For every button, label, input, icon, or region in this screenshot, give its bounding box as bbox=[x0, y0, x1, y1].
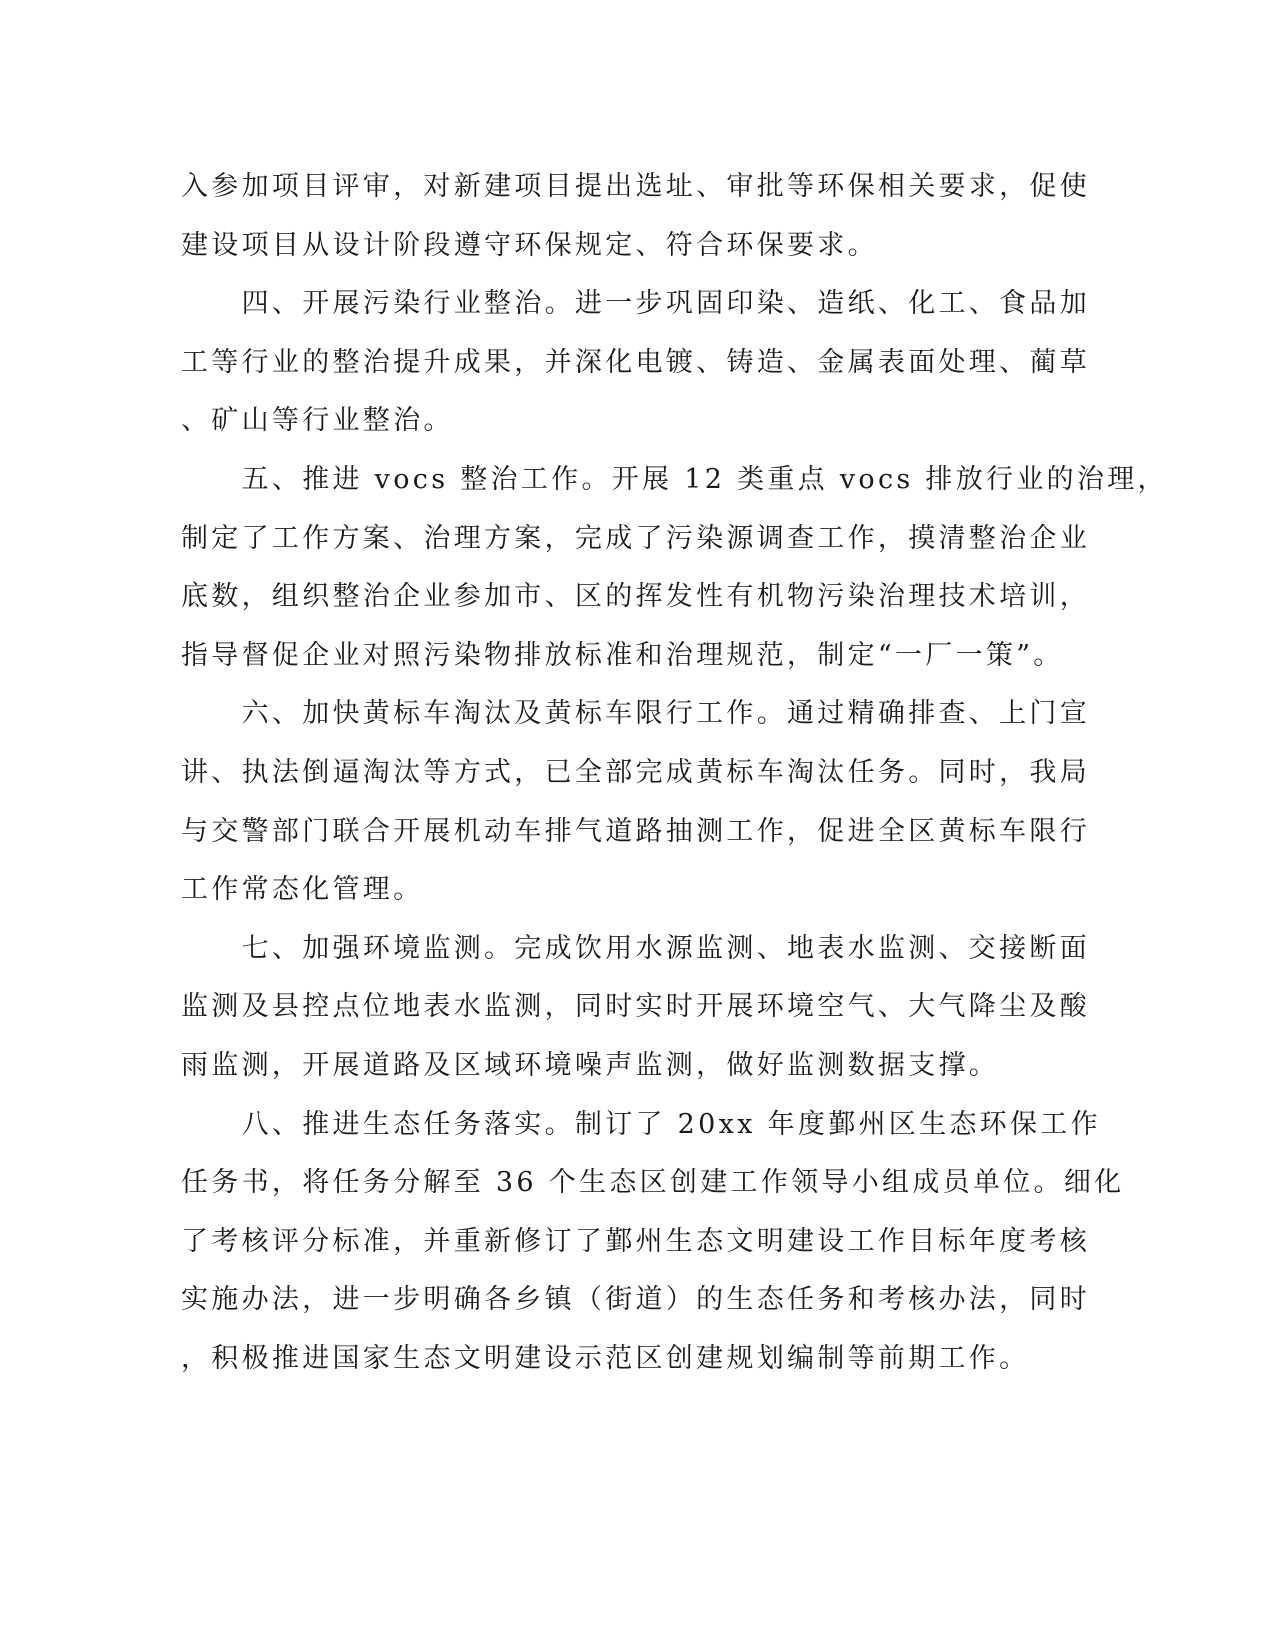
text-line: 讲、执法倒逼淘汰等方式，已全部完成黄标车淘汰任务。同时，我局 bbox=[181, 756, 1090, 788]
paragraph-four-start: 四、开展污染行业整治。进一步巩固印染、造纸、化工、食品加 bbox=[181, 288, 1090, 320]
text-line: ，积极推进国家生态文明建设示范区创建规划编制等前期工作。 bbox=[181, 1342, 1030, 1374]
text-line: 制定了工作方案、治理方案，完成了污染源调查工作，摸清整治企业 bbox=[181, 522, 1090, 554]
text-line: 工作常态化管理。 bbox=[181, 874, 424, 906]
text-line: 指导督促企业对照污染物排放标准和治理规范，制定“一厂一策”。 bbox=[181, 639, 1064, 671]
paragraph-five-start: 五、推进 vocs 整治工作。开展 12 类重点 vocs 排放行业的治理， bbox=[181, 463, 1168, 495]
paragraph-six-start: 六、加快黄标车淘汰及黄标车限行工作。通过精确排查、上门宣 bbox=[181, 698, 1090, 730]
paragraph-seven-start: 七、加强环境监测。完成饮用水源监测、地表水监测、交接断面 bbox=[181, 932, 1090, 964]
paragraph-eight-start: 八、推进生态任务落实。制订了 20xx 年度鄞州区生态环保工作 bbox=[181, 1108, 1101, 1140]
text-line: 工等行业的整治提升成果，并深化电镀、铸造、金属表面处理、蔺草 bbox=[181, 346, 1090, 378]
document-body bbox=[181, 158, 1168, 1388]
text-line: 底数，组织整治企业参加市、区的挥发性有机物污染治理技术培训， bbox=[181, 581, 1090, 613]
text-line: 入参加项目评审，对新建项目提出选址、审批等环保相关要求，促使 bbox=[181, 171, 1090, 202]
text-line: 了考核评分标准，并重新修订了鄞州生态文明建设工作目标年度考核 bbox=[181, 1225, 1090, 1257]
text-line: 建设项目从设计阶段遵守环保规定、符合环保要求。 bbox=[181, 229, 878, 261]
text-line: 任务书，将任务分解至 36 个生态区创建工作领导小组成员单位。细化 bbox=[181, 1167, 1125, 1199]
text-line: 与交警部门联合开展机动车排气道路抽测工作，促进全区黄标车限行 bbox=[181, 815, 1090, 847]
text-line: 雨监测，开展道路及区域环境噪声监测，做好监测数据支撑。 bbox=[181, 1049, 1000, 1081]
text-line: 、矿山等行业整治。 bbox=[181, 405, 454, 437]
text-line: 监测及县控点位地表水监测，同时实时开展环境空气、大气降尘及酸 bbox=[181, 991, 1090, 1023]
text-line: 实施办法，进一步明确各乡镇（街道）的生态任务和考核办法，同时 bbox=[181, 1284, 1090, 1316]
